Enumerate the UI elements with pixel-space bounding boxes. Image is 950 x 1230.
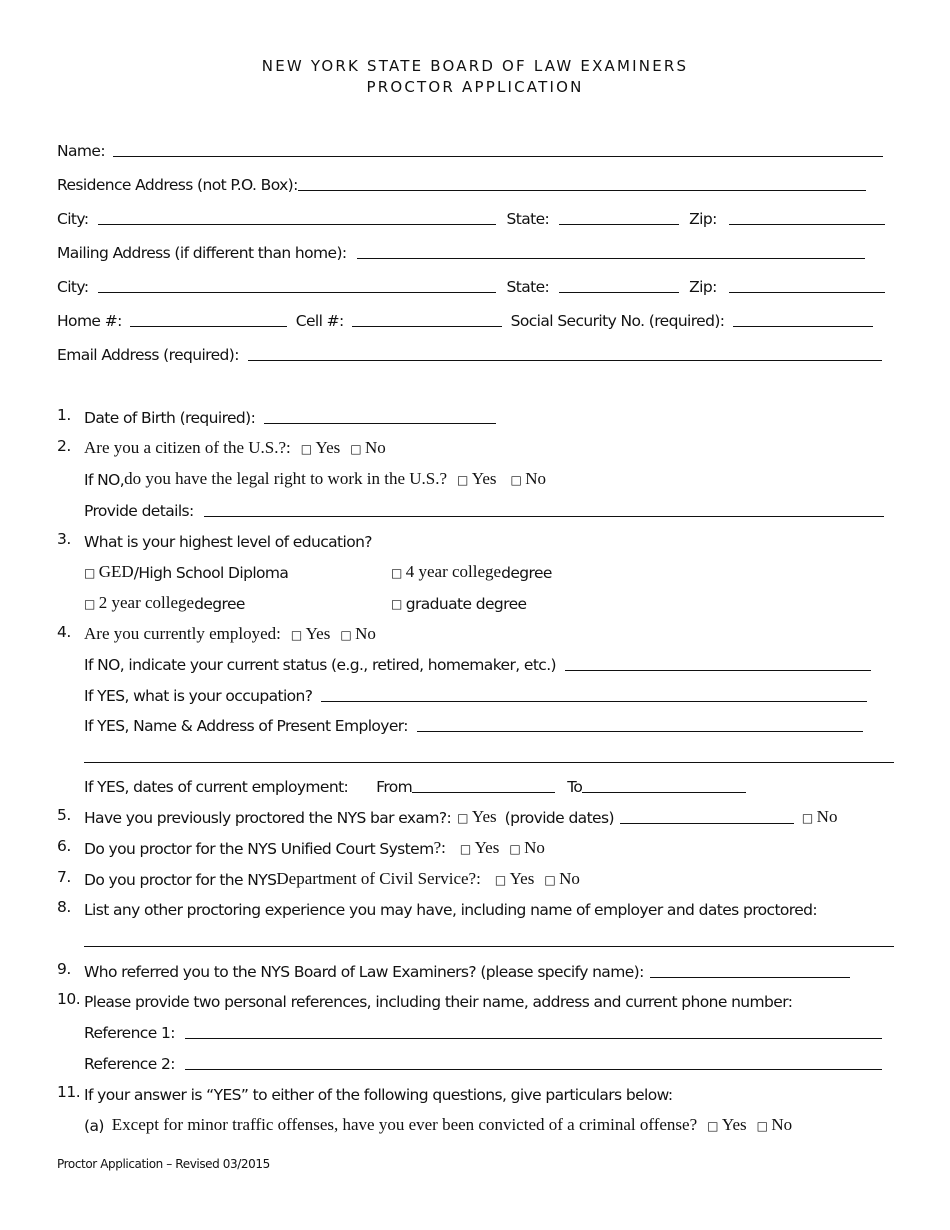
ged-label-b: /High School Diploma (133, 564, 289, 582)
q2-details-label: Provide details: (84, 502, 194, 520)
q11-row (84, 1080, 672, 1104)
q3-row (84, 527, 372, 551)
q4-occupation-label: If YES, what is your occupation? (84, 687, 313, 705)
mailing-zip-label: Zip: (689, 278, 717, 296)
q1-number: 1. (57, 406, 71, 424)
q5-row (84, 803, 837, 827)
q2-sub-question: do you have the legal right to work in the U.S.? (124, 469, 448, 488)
q2-yes-checkbox[interactable]: □ (300, 442, 312, 456)
q10-number: 10. (57, 990, 81, 1008)
q6-row (84, 834, 545, 858)
residence-field[interactable] (298, 189, 866, 191)
q5-label: Have you previously proctored the NYS bar exam?: (84, 809, 452, 827)
q11a-no-label: No (771, 1115, 793, 1134)
dob-field[interactable] (264, 422, 496, 424)
mailing-zip-field[interactable] (729, 291, 885, 293)
mailing-city-label: City: (57, 278, 89, 296)
q6-number: 6. (57, 837, 71, 855)
q5-yes-checkbox[interactable]: □ (457, 811, 468, 825)
q9-row (84, 957, 850, 981)
mailing-field[interactable] (357, 257, 865, 259)
q6-label-a: Do you proctor for the NYS Unified Court System (84, 840, 434, 858)
q6-no-label: No (524, 838, 545, 857)
q2-number: 2. (57, 437, 71, 455)
q2-row (84, 434, 386, 458)
q8-answer-row (84, 926, 894, 950)
q5-number: 5. (57, 806, 71, 824)
4yr-label-a: 4 year college (405, 562, 502, 581)
q11a-yes-label: Yes (721, 1115, 747, 1134)
q4-row (84, 620, 376, 644)
q7-row (84, 865, 580, 889)
ged-label-a: GED (98, 562, 134, 581)
reference-1-row (84, 1018, 882, 1042)
q2-no-checkbox[interactable]: □ (350, 442, 362, 456)
q2-sub-row (84, 465, 546, 489)
q1-label: Date of Birth (required): (84, 409, 256, 427)
q2-work-yes-checkbox[interactable]: □ (457, 473, 468, 487)
mailing-state-field[interactable] (559, 291, 679, 293)
q5-no-label: No (816, 807, 838, 826)
q9-referrer-field[interactable] (650, 976, 850, 978)
state-field[interactable] (559, 223, 679, 225)
reference-2-field[interactable] (185, 1068, 882, 1070)
q5-yes-label: Yes (471, 807, 497, 826)
q2-sub-if-no: If NO, (84, 471, 125, 489)
q10-label: Please provide two personal references, including their name, address and current phone number: (84, 993, 793, 1011)
q8-number: 8. (57, 898, 71, 916)
q11a-text: Except for minor traffic offenses, have you ever been convicted of a criminal offense? (111, 1115, 698, 1134)
reference-1-label: Reference 1: (84, 1024, 175, 1042)
q2-no-label: No (365, 438, 386, 457)
cell-phone-field[interactable] (352, 325, 502, 327)
ged-checkbox[interactable]: □ (84, 566, 95, 580)
q11a-yes-checkbox[interactable]: □ (707, 1119, 718, 1133)
email-field[interactable] (248, 359, 882, 361)
q4-occupation-row (84, 681, 867, 705)
name-field[interactable] (113, 155, 883, 157)
q4-label: Are you currently employed: (84, 624, 281, 643)
q7-number: 7. (57, 868, 71, 886)
q4-number: 4. (57, 623, 71, 641)
2yr-checkbox[interactable]: □ (84, 597, 95, 611)
name-row (57, 136, 883, 160)
q4-from-field[interactable] (412, 791, 555, 793)
form-header-line1: NEW YORK STATE BOARD OF LAW EXAMINERS (261, 57, 689, 75)
q11a-label: (a) (84, 1117, 104, 1135)
q10-row (84, 987, 792, 1011)
city-row-2 (57, 272, 885, 296)
q2-details-field[interactable] (204, 515, 884, 517)
q2-yes-label: Yes (315, 438, 341, 457)
zip-label: Zip: (689, 210, 717, 228)
q4-dates-row (84, 772, 746, 796)
q4-employer-field[interactable] (417, 730, 863, 732)
q7-label-b: Department of Civil Service?: (276, 869, 481, 888)
phone-row (57, 306, 873, 330)
q8-row (84, 895, 817, 919)
form-header-line2: PROCTOR APPLICATION (366, 78, 584, 96)
footer-revision: Proctor Application – Revised 03/2015 (57, 1157, 270, 1171)
q3-number: 3. (57, 530, 71, 548)
city-label: City: (57, 210, 89, 228)
q5-dates-field[interactable] (620, 822, 794, 824)
q2-work-yes-label: Yes (471, 469, 497, 488)
q6-label-b: ?: (433, 838, 446, 857)
q8-label: List any other proctoring experience you may have, including name of employer and dates proctored: (84, 901, 818, 919)
q3-option-grad (391, 589, 526, 613)
mailing-label: Mailing Address (if different than home): (57, 244, 347, 262)
mailing-state-label: State: (506, 278, 550, 296)
home-phone-field[interactable] (130, 325, 287, 327)
q4-employer-row-2 (84, 742, 894, 766)
q6-yes-checkbox[interactable]: □ (459, 842, 471, 856)
city-field[interactable] (98, 223, 496, 225)
q2-work-no-label: No (525, 469, 547, 488)
q4-if-no-row (84, 650, 871, 674)
q4-to-label: To (567, 778, 583, 796)
q8-answer-field[interactable] (84, 945, 894, 947)
mailing-row (57, 238, 865, 262)
q11-number: 11. (57, 1083, 81, 1101)
q7-no-checkbox[interactable]: □ (544, 873, 556, 887)
q3-option-2yr (84, 589, 245, 613)
q2-work-no-checkbox[interactable]: □ (510, 473, 522, 487)
home-phone-label: Home #: (57, 312, 122, 330)
q4-to-field[interactable] (582, 791, 746, 793)
name-label: Name: (57, 142, 105, 160)
q4-employer-field-2[interactable] (84, 761, 894, 763)
residence-label: Residence Address (not P.O. Box): (57, 176, 298, 194)
q4-yes-label: Yes (305, 624, 331, 643)
q3-option-4yr (391, 558, 552, 582)
grad-checkbox[interactable]: □ (391, 597, 402, 611)
q5-no-checkbox[interactable]: □ (801, 811, 813, 825)
q4-occupation-field[interactable] (321, 700, 867, 702)
q4-status-field[interactable] (565, 669, 871, 671)
q6-no-checkbox[interactable]: □ (509, 842, 521, 856)
residence-row (57, 170, 866, 194)
q11a-row (84, 1111, 792, 1135)
2yr-label-a: 2 year college (98, 593, 195, 612)
cell-phone-label: Cell #: (295, 312, 344, 330)
q4-employer-label: If YES, Name & Address of Present Employer: (84, 717, 408, 735)
q5-provide-label: (provide dates) (504, 809, 614, 827)
q1-row (84, 403, 496, 427)
email-row (57, 340, 882, 364)
ssn-field[interactable] (733, 325, 873, 327)
reference-1-field[interactable] (185, 1037, 882, 1039)
city-row-1 (57, 204, 885, 228)
q9-number: 9. (57, 960, 71, 978)
2yr-label-b: degree (194, 595, 245, 613)
q4-no-label: No (355, 624, 376, 643)
q7-no-label: No (559, 869, 580, 888)
email-label: Email Address (required): (57, 346, 239, 364)
q4-if-no-label: If NO, indicate your current status (e.g., retired, homemaker, etc.) (84, 656, 556, 674)
q4-no-checkbox[interactable]: □ (340, 628, 352, 642)
q6-yes-label: Yes (474, 838, 500, 857)
reference-2-row (84, 1049, 882, 1073)
ssn-label: Social Security No. (required): (510, 312, 725, 330)
reference-2-label: Reference 2: (84, 1055, 175, 1073)
4yr-label-b: degree (501, 564, 552, 582)
grad-label: graduate degree (405, 595, 527, 613)
q4-employer-row (84, 711, 863, 735)
q7-yes-checkbox[interactable]: □ (494, 873, 506, 887)
q7-yes-label: Yes (509, 869, 535, 888)
zip-field[interactable] (729, 223, 885, 225)
q9-label: Who referred you to the NYS Board of Law Examiners? (please specify name): (84, 963, 644, 981)
4yr-checkbox[interactable]: □ (391, 566, 402, 580)
q2-label: Are you a citizen of the U.S.?: (84, 438, 291, 457)
q7-label-a: Do you proctor for the NYS (84, 871, 277, 889)
q3-label: What is your highest level of education? (84, 533, 372, 551)
q11-label: If your answer is “YES” to either of the following questions, give particulars below: (84, 1086, 673, 1104)
state-label: State: (506, 210, 550, 228)
mailing-city-field[interactable] (98, 291, 496, 293)
q11a-no-checkbox[interactable]: □ (756, 1119, 768, 1133)
q4-from-label: From (376, 778, 413, 796)
q2-details-row (84, 496, 884, 520)
q4-dates-label: If YES, dates of current employment: (84, 778, 349, 796)
q4-yes-checkbox[interactable]: □ (290, 628, 302, 642)
q3-options-row-1 (84, 558, 288, 582)
